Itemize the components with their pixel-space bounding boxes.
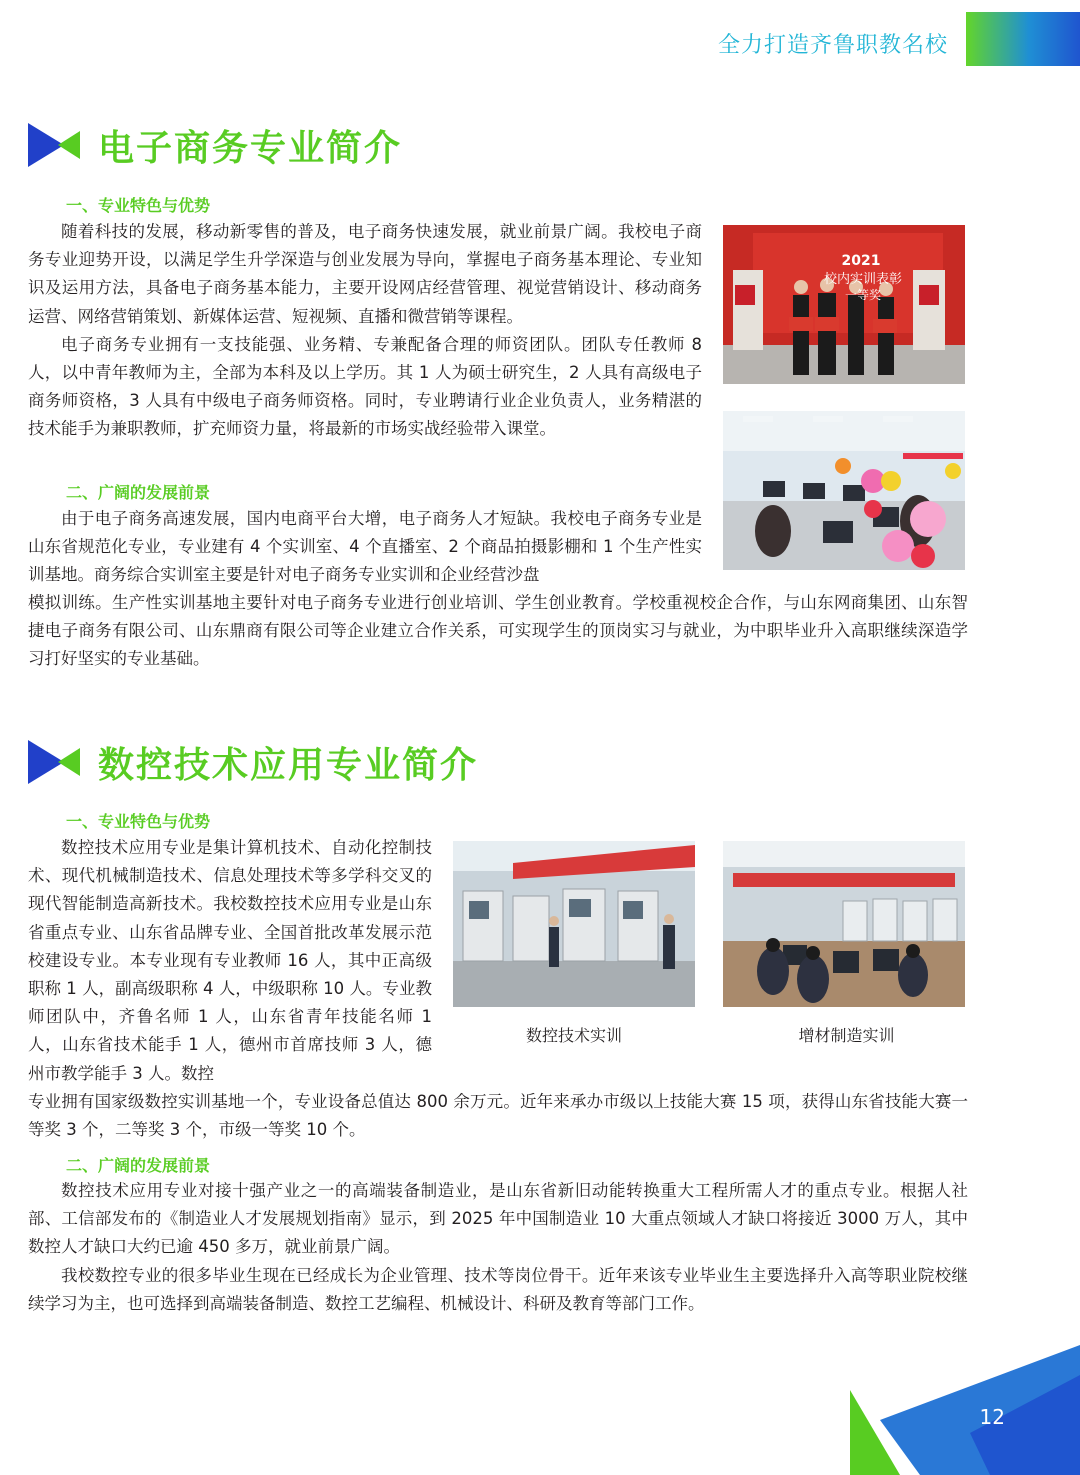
photo-prize-text: 一等奖 — [844, 288, 882, 302]
subheading-prospects: 二、广阔的发展前景 — [66, 1156, 211, 1175]
award-ceremony-photo — [723, 225, 965, 384]
section-title-cnc — [28, 737, 478, 787]
paragraph: 电子商务专业拥有一支技能强、业务精、专兼配备合理的师资团队。团队专任教师 8 人，以中青年教师为主，全部为本科及以上学历。其 1 人为硕士研究生，2 人具有高级电子商务师资格，3 人具有中级电子商务师资格。同时，专业聘请行业企业负责人，业务精湛的技术能手为兼职教师，扩充师资力量，将最新的市场实战经验带入课堂。 — [28, 334, 702, 439]
photo-year-text: 2021 — [841, 253, 881, 269]
photo-caption: 数控技术实训 — [525, 1026, 622, 1045]
paragraph: 由于电子商务高速发展，国内电商平台大增，电子商务人才短缺。我校电子商务专业是山东省规范化专业，专业建有 4 个实训室、4 个直播室、2 个商品拍摄影棚和 1 个生产性实训基地。商务综合实训室主要是针对电子商务专业实训和企业经营沙盘 — [28, 509, 702, 585]
paragraph: 数控技术应用专业是集计算机技术、自动化控制技术、现代机械制造技术、信息处理技术等多学科交叉的现代智能制造高新技术。我校数控技术应用专业是山东省重点专业、山东省品牌专业、全国首批改革发展示范校建设专业。本专业现有专业教师 16 人，其中正高级职称 1 人，副高级职称 4 人，中级职称 10 人。专业教师团队中，齐鲁名师 1 人，山东省青年技能名师 1 人，山东省技术能手 1 人，德州市首席技师 3 人，德州市教学能手 3 人。数控 — [28, 838, 432, 1083]
section-title-ecommerce — [28, 120, 402, 170]
section-title-text: 电子商务专业简介 — [98, 127, 403, 169]
paragraph: 随着科技的发展，移动新零售的普及，电子商务快速发展，就业前景广阔。我校电子商务专业迎势开设，以满足学生升学深造与创业发展为导向，掌握电子商务基本理论、专业知识及运用方法，具备电子商务基本能力，主要开设网店经营管理、视觉营销设计、移动商务运营、网络营销策划、新媒体运营、短视频、直播和微营销等课程。 — [28, 222, 702, 326]
subheading-features: 一、专业特色与优势 — [66, 196, 211, 215]
paragraph: 我校数控专业的很多毕业生现在已经成长为企业管理、技术等岗位骨干。近年来该专业毕业生主要选择升入高等职业院校继续学习为主，也可选择到高端装备制造、数控工艺编程、机械设计、科研及教育等部门工作。 — [28, 1265, 968, 1313]
ecommerce-classroom-photo — [723, 411, 965, 570]
photo-caption: 增材制造实训 — [798, 1026, 895, 1045]
subheading-prospects: 二、广阔的发展前景 — [66, 483, 211, 502]
paragraph: 数控技术应用专业对接十强产业之一的高端装备制造业，是山东省新旧动能转换重大工程所需人才的重点专业。根据人社部、工信部发布的《制造业人才发展规划指南》显示，到 2025 年中国制造业 10 大重点领域人才缺口将接近 3000 万人，其中数控人才缺口大约已逾 450 多万，就业前景广阔。 — [28, 1181, 968, 1257]
page-number: 12 — [979, 1405, 1005, 1429]
paragraph-block — [28, 834, 432, 1088]
play-arrow-icon — [28, 740, 80, 784]
cnc-training-photo — [453, 841, 695, 1007]
paragraph-block — [28, 589, 968, 674]
photo-banner-text: 校内实训表彰 — [823, 272, 903, 287]
paragraph-block — [28, 1088, 968, 1144]
header-gradient-bar — [966, 12, 1080, 66]
section-title-text: 数控技术应用专业简介 — [98, 744, 479, 786]
paragraph: 专业拥有国家级数控实训基地一个，专业设备总值达 800 余万元。近年来承办市级以上技能大赛 15 项，获得山东省技能大赛一等奖 3 个，二等奖 3 个，市级一等奖 10 个。 — [28, 1092, 968, 1140]
paragraph: 模拟训练。生产性实训基地主要针对电子商务专业进行创业培训、学生创业教育。学校重视校企合作，与山东网商集团、山东智捷电子商务有限公司、山东鼎商有限公司等企业建立合作关系，可实现学生的顶岗实习与就业，为中职毕业升入高职继续深造学习打好坚实的专业基础。 — [28, 593, 968, 669]
header-slogan: 全力打造齐鲁职教名校 — [717, 33, 948, 58]
corner-decoration — [850, 1345, 1080, 1475]
paragraph-block — [28, 218, 702, 444]
play-arrow-icon — [28, 123, 80, 167]
paragraph-block — [28, 505, 702, 590]
paragraph-block — [28, 1177, 968, 1318]
additive-manufacturing-photo — [723, 841, 965, 1007]
subheading-features: 一、专业特色与优势 — [66, 812, 211, 831]
